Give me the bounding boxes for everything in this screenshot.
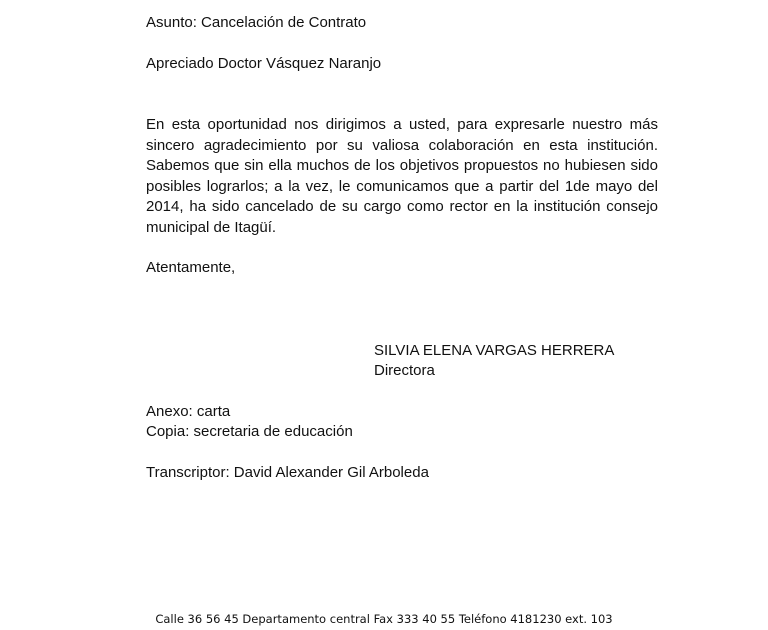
transcriber-line: Transcriptor: David Alexander Gil Arboleda xyxy=(146,464,429,481)
annex-line: Anexo: carta xyxy=(146,403,231,420)
copy-line: Copia: secretaria de educación xyxy=(146,423,353,440)
subject-line: Asunto: Cancelación de Contrato xyxy=(146,14,367,31)
footer-address: Calle 36 56 45 Departamento central Fax 333 40 55 Teléfono 4181230 ext. 103 xyxy=(155,612,613,626)
letter-body: En esta oportunidad nos dirigimos a usted, para expresarle nuestro más sincero agradecimiento por su valiosa colaboración en esta institución. Sabemos que sin ella muchos de los objetivos propuestos no hubiesen sido posibles lograrlos; a la vez, le comunicamos que a partir del 1de mayo del 2014, ha sido cancelado de su cargo como rector en la institución consejo municipal de Itagüí. xyxy=(146,116,658,236)
salutation: Apreciado Doctor Vásquez Naranjo xyxy=(146,55,382,72)
closing: Atentamente, xyxy=(146,259,236,276)
signer-name: SILVIA ELENA VARGAS HERRERA xyxy=(374,342,615,359)
signer-title: Directora xyxy=(374,362,435,379)
